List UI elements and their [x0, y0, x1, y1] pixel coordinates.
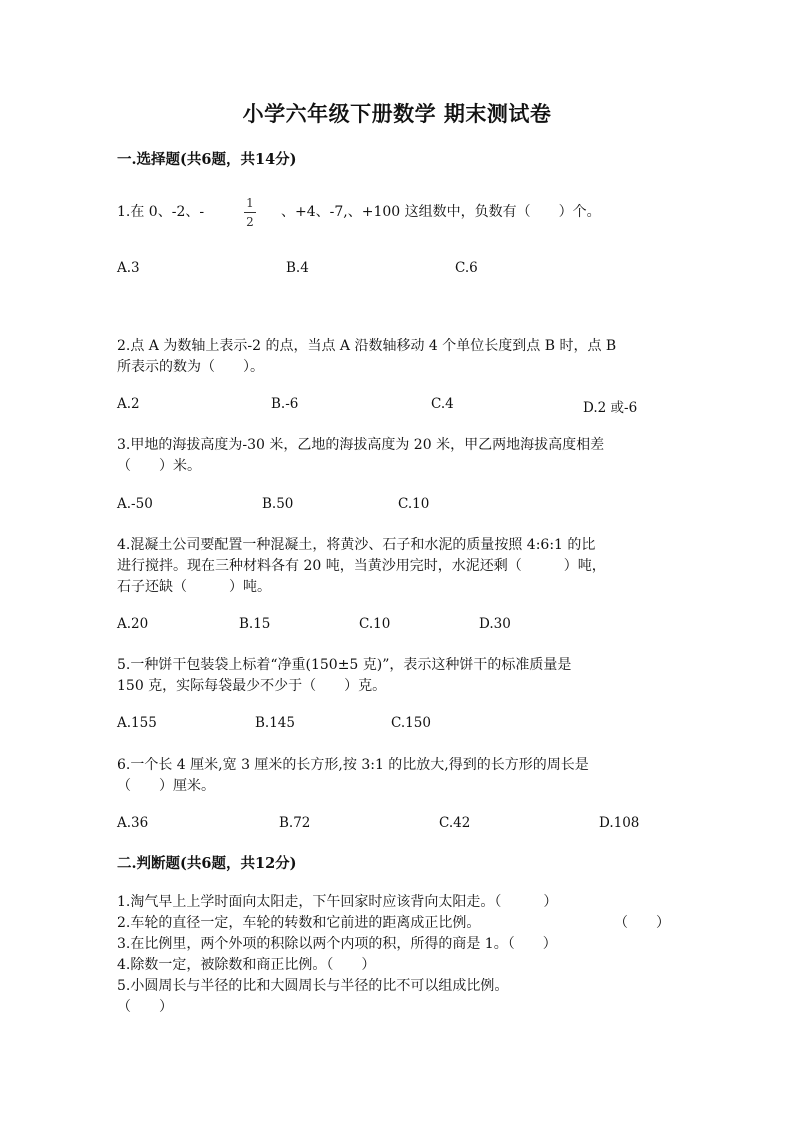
q6-line-1: 6.一个长 4 厘米,宽 3 厘米的长方形,按 3:1 的比放大,得到的长方形的周长是 — [117, 757, 589, 773]
q2-option-a: A.2 — [117, 396, 140, 412]
section-heading-judgment: 二.判断题(共6题，共12分) — [117, 855, 297, 872]
fraction-bar — [244, 212, 256, 213]
q6-option-a: A.36 — [117, 815, 149, 831]
judgment-item-5: 5.小圆周长与半径的比和大圆周长与半径的比不可以组成比例。 — [117, 978, 509, 994]
q2-line-2: 所表示的数为（ ）。 — [117, 359, 264, 375]
q3-option-b: B.50 — [262, 496, 294, 512]
judgment-item-2: 2.车轮的直径一定，车轮的转数和它前进的距离成正比例。 — [117, 915, 481, 931]
q4-line-3: 石子还缺（ ）吨。 — [117, 579, 271, 595]
judgment-item-4: 4.除数一定，被除数和商正比例。（ ） — [117, 957, 376, 973]
judgment-item-2-paren: （ ） — [614, 915, 670, 931]
q5-line-1: 5.一种饼干包装袋上标着“净重(150±5 克)”，表示这种饼干的标准质量是 — [117, 657, 572, 673]
q6-option-b: B.72 — [279, 815, 311, 831]
q3-option-a: A.-50 — [117, 496, 153, 512]
fraction-one-half — [244, 197, 256, 228]
q4-option-c: C.10 — [359, 616, 391, 632]
q6-option-c: C.42 — [439, 815, 471, 831]
q6-option-d: D.108 — [599, 815, 640, 831]
section-heading-choice: 一.选择题(共6题，共14分) — [117, 151, 297, 168]
judgment-item-3: 3.在比例里，两个外项的积除以两个内项的积，所得的商是 1。（ ） — [117, 936, 557, 952]
q2-option-c: C.4 — [431, 396, 454, 412]
q4-option-b: B.15 — [239, 616, 271, 632]
q2-option-b: B.-6 — [271, 396, 299, 412]
q6-line-2: （ ）厘米。 — [117, 778, 215, 794]
q2-option-d: D.2 或-6 — [583, 400, 638, 416]
q1-option-b: B.4 — [286, 260, 309, 276]
q4-line-1: 4.混凝土公司要配置一种混凝土，将黄沙、石子和水泥的质量按照 4:6:1 的比 — [117, 537, 596, 553]
fraction-numerator: 1 — [246, 196, 254, 210]
q1-text-after: 、+4、-7,、+100 这组数中，负数有（ ）个。 — [281, 204, 601, 220]
q3-line-1: 3.甲地的海拔高度为-30 米，乙地的海拔高度为 20 米，甲乙两地海拔高度相差 — [117, 437, 605, 453]
judgment-item-5-paren: （ ） — [117, 999, 173, 1015]
judgment-item-1: 1.淘气早上上学时面向太阳走，下午回家时应该背向太阳走。（ ） — [117, 894, 558, 910]
q1-text-before: 1.在 0、-2、- — [117, 204, 205, 220]
q5-option-b: B.145 — [255, 715, 295, 731]
q5-option-c: C.150 — [391, 715, 431, 731]
q5-option-a: A.155 — [117, 715, 157, 731]
q1-option-c: C.6 — [455, 260, 478, 276]
fraction-denominator: 2 — [246, 215, 254, 229]
q4-option-d: D.30 — [479, 616, 511, 632]
q1-option-a: A.3 — [117, 260, 140, 276]
q4-option-a: A.20 — [117, 616, 149, 632]
q5-line-2: 150 克，实际每袋最少不少于（ ）克。 — [117, 678, 387, 694]
page-title: 小学六年级下册数学 期末测试卷 — [242, 101, 552, 126]
q3-option-c: C.10 — [398, 496, 430, 512]
q4-line-2: 进行搅拌。现在三种材料各有 20 吨，当黄沙用完时，水泥还剩（ ）吨， — [117, 558, 606, 574]
q3-line-2: （ ）米。 — [117, 458, 201, 474]
q2-line-1: 2.点 A 为数轴上表示-2 的点，当点 A 沿数轴移动 4 个单位长度到点 B 时，点 B — [117, 338, 617, 354]
